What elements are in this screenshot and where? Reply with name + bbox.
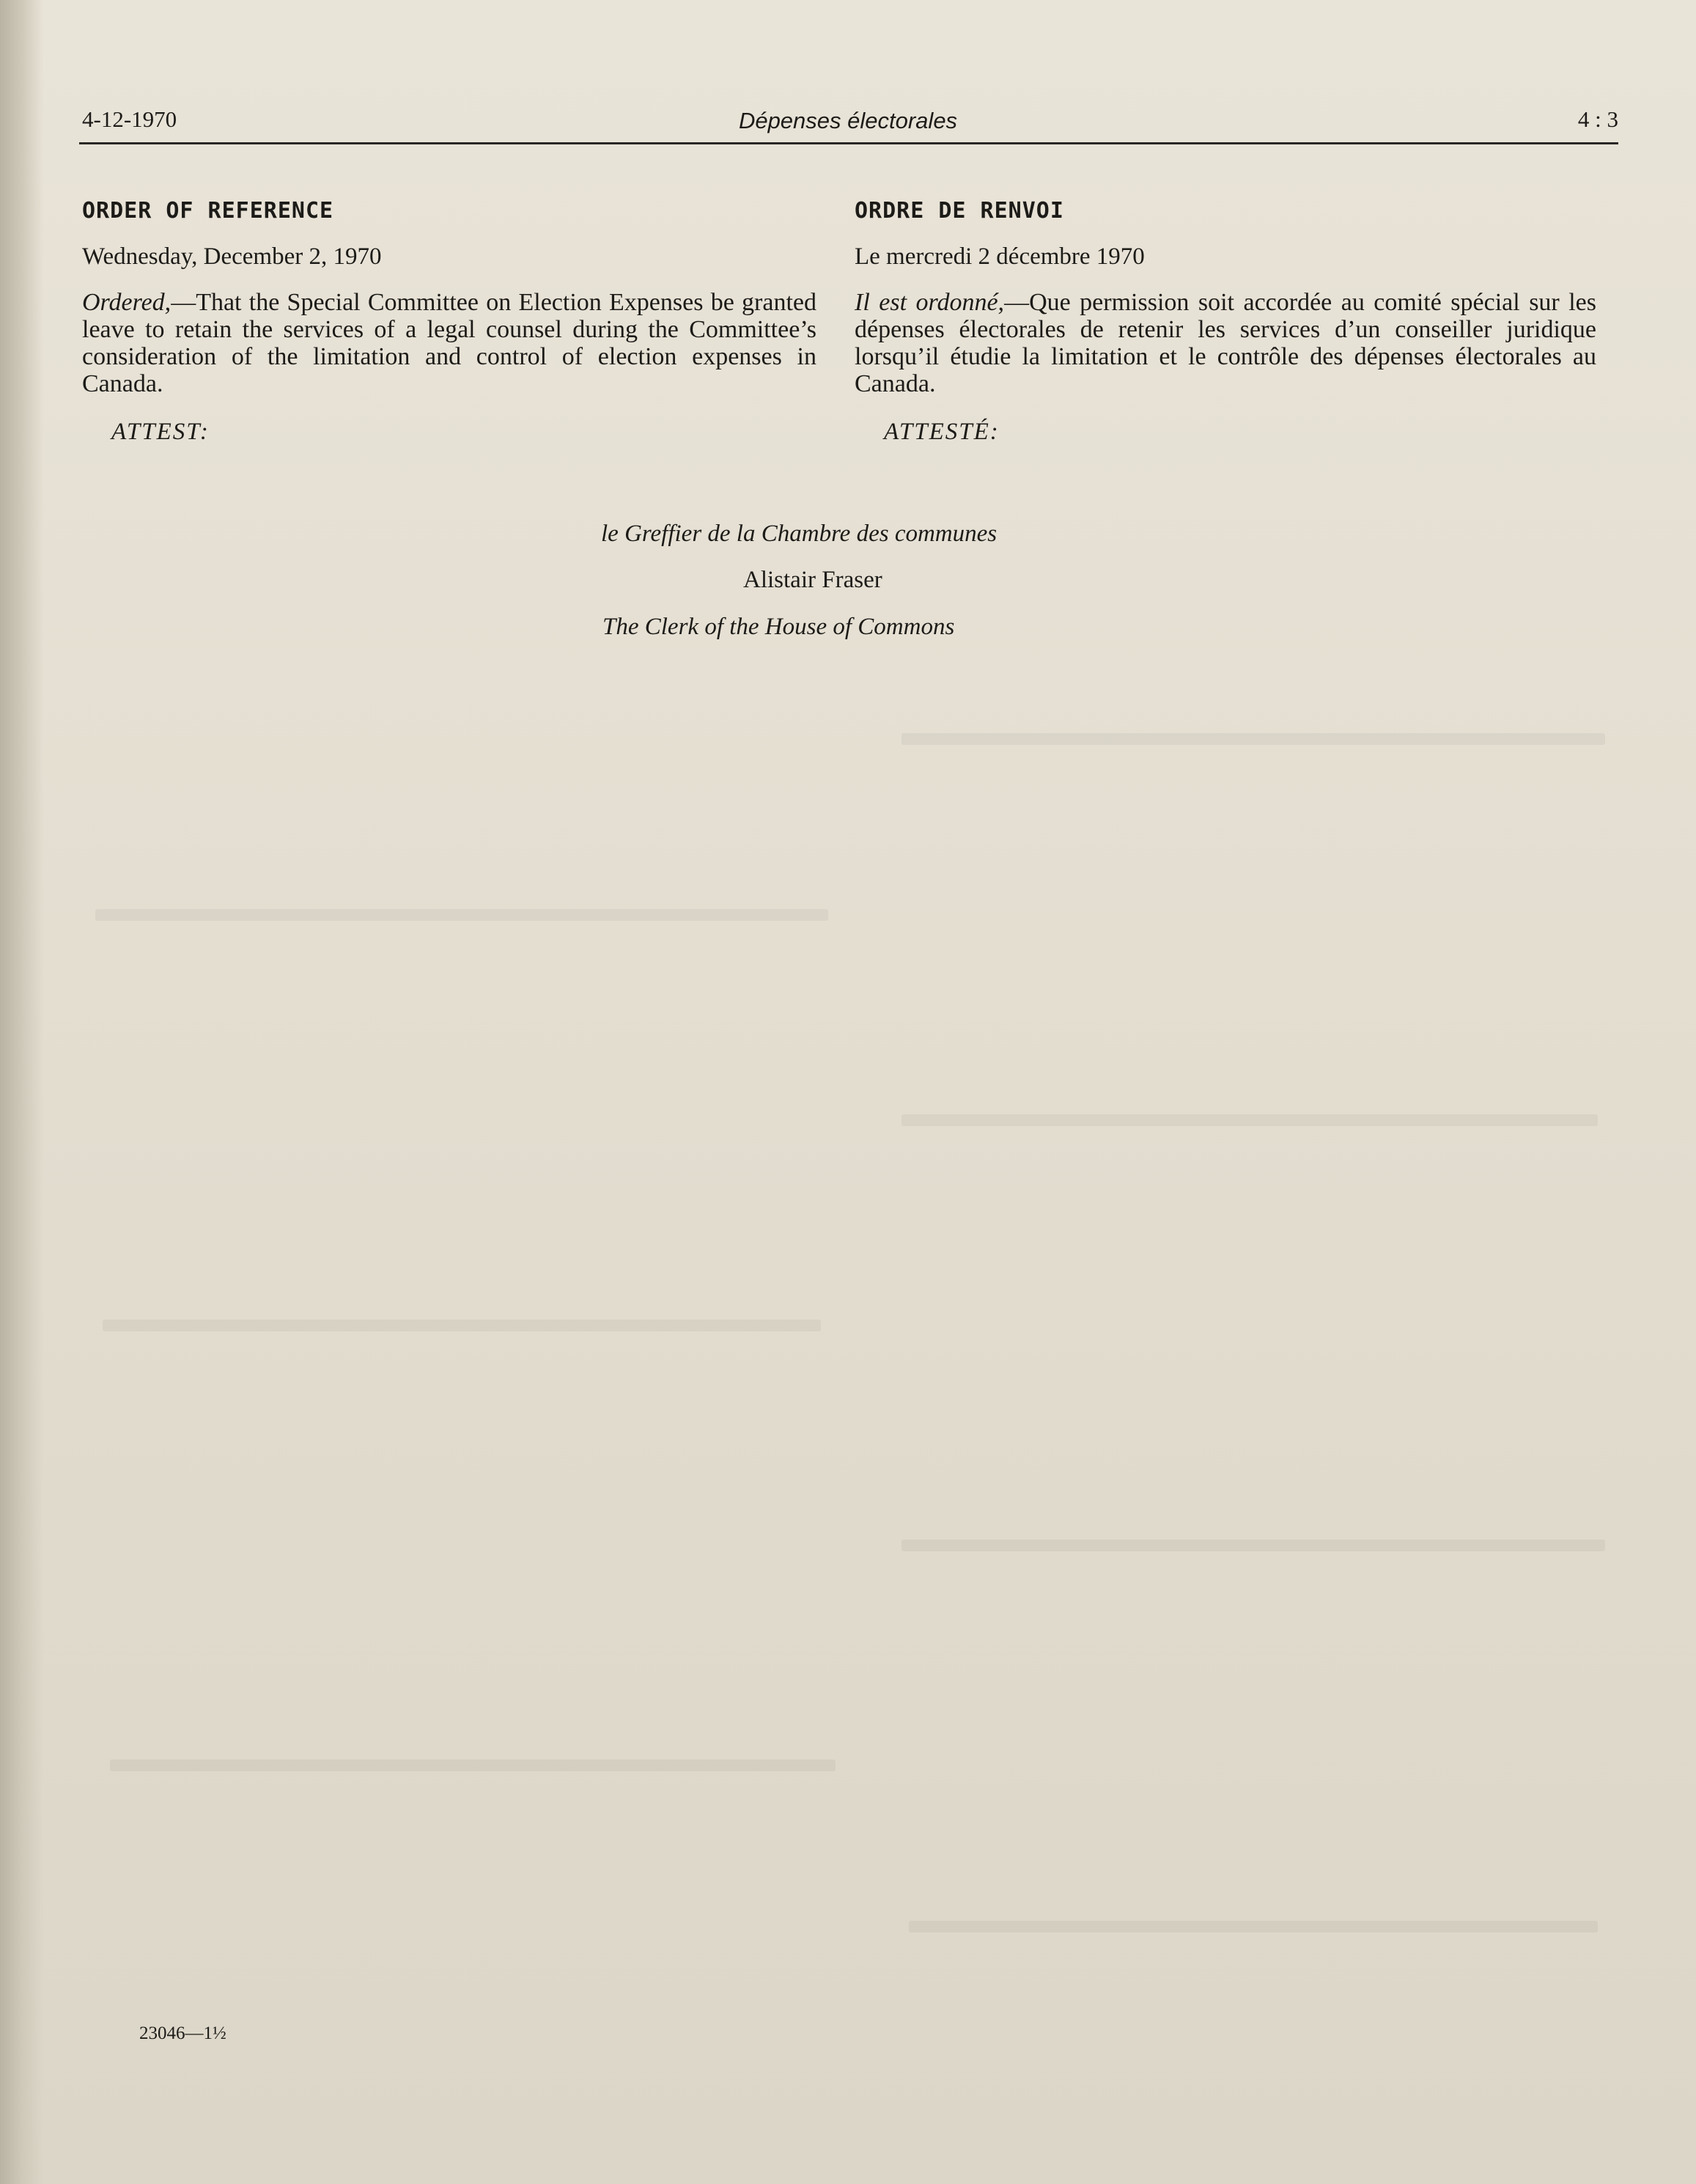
header-date: 4-12-1970 — [82, 106, 177, 132]
bleed-through-mark — [103, 1320, 821, 1331]
english-order-paragraph — [82, 289, 816, 397]
bleed-through-mark — [110, 1760, 836, 1771]
bleed-through-mark — [95, 909, 828, 921]
french-date: Le mercredi 2 décembre 1970 — [855, 243, 1145, 270]
english-date: Wednesday, December 2, 1970 — [82, 243, 382, 270]
bleed-through-mark — [909, 1921, 1598, 1933]
bleed-through-mark — [902, 1540, 1605, 1551]
signature-title-fr: le Greffier de la Chambre des communes — [601, 521, 998, 547]
english-attest: ATTEST: — [111, 419, 210, 445]
bleed-through-mark — [902, 733, 1605, 745]
page-spine-shadow — [0, 0, 44, 2184]
english-heading: ORDER OF REFERENCE — [82, 198, 334, 224]
header-title: Dépenses électorales — [738, 108, 958, 133]
english-order-text: —That the Special Committee on Election Expenses be granted leave to retain the services of a legal counsel during the Committee’s consideration of the limitation and control of election expenses in Canada. — [82, 289, 816, 397]
french-heading: ORDRE DE RENVOI — [855, 198, 1064, 224]
french-order-paragraph — [855, 289, 1596, 397]
signature-title-en: The Clerk of the House of Commons — [602, 614, 955, 640]
signature-name: Alistair Fraser — [743, 567, 882, 593]
french-attest: ATTESTÉ: — [884, 419, 1000, 445]
header-rule — [79, 142, 1618, 144]
bleed-through-mark — [902, 1114, 1598, 1126]
english-order-lead: Ordered, — [82, 289, 172, 316]
french-order-lead: Il est ordonné, — [855, 289, 1005, 316]
page-number: 4 : 3 — [1577, 106, 1618, 132]
print-code: 23046—1½ — [139, 2023, 226, 2043]
french-order-text: —Que permission soit accordée au comité spécial sur les dépenses électorales de retenir les services d’un conseiller juridique lorsqu’il étudie la limitation et le contrôle des dépenses électorales au Canada. — [855, 289, 1596, 397]
